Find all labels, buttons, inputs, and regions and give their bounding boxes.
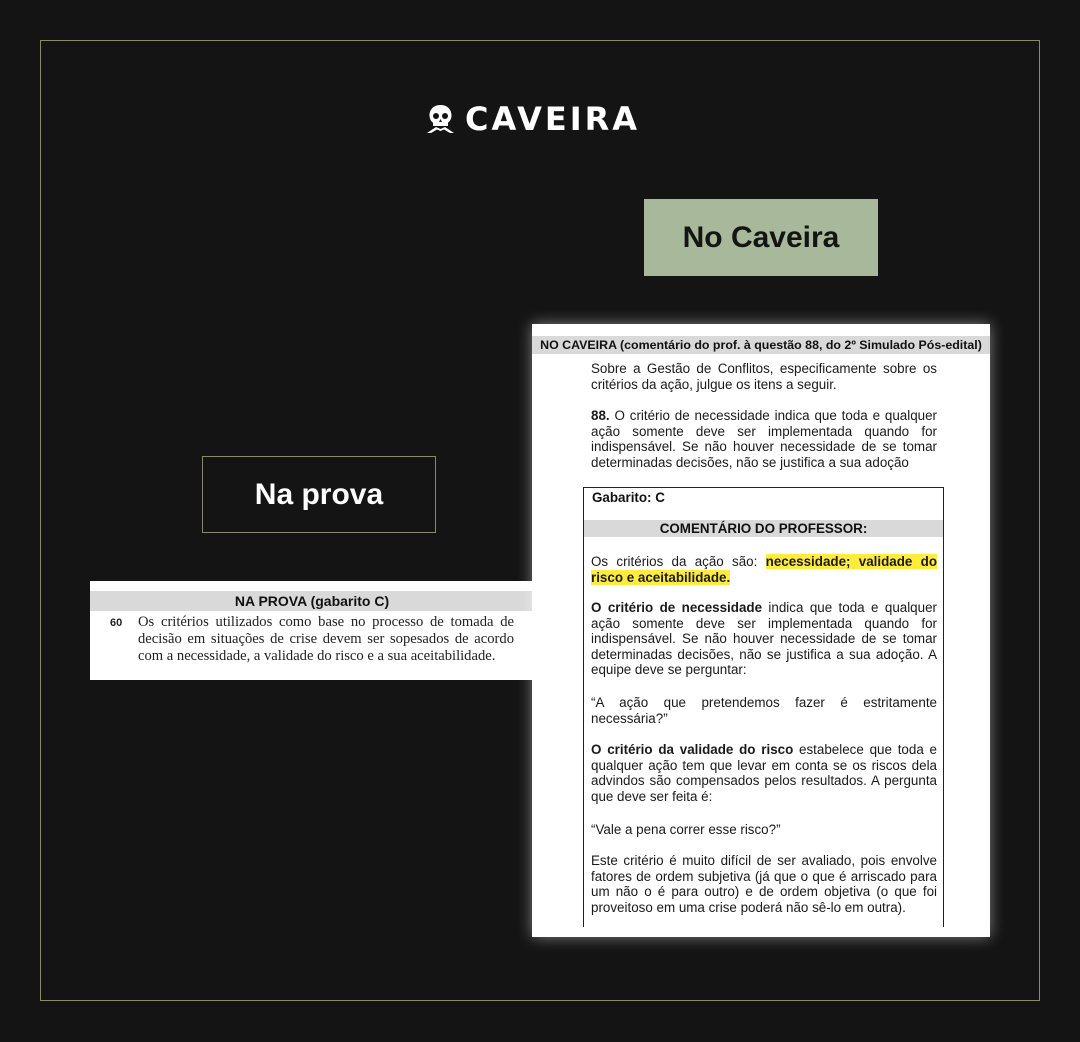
p4-bold: O critério da validade do risco xyxy=(591,742,794,757)
exam-question-text: Os critérios utilizados como base no processo de tomada de decisão em situações de crise devem ser sopesados de acordo com a necessidade, a validade do risco e a sua aceitabilidade. xyxy=(138,614,514,664)
caveira-comment-excerpt xyxy=(532,324,990,937)
exam-header: NA PROVA (gabarito C) xyxy=(90,591,534,611)
exam-question-number: 60 xyxy=(110,617,123,629)
comment-p4 xyxy=(591,742,937,804)
p4-text: estabelece que toda e qualquer ação tem que levar em conta se os riscos dela advindos são compensados pelos resultados. A pergunta que deve ser feita é: xyxy=(591,742,937,804)
brand-logo xyxy=(424,102,640,136)
comment-p3: “A ação que pretendemos fazer é estritamente necessária?” xyxy=(591,695,937,726)
caveira-question xyxy=(591,408,937,470)
no-caveira-label: No Caveira xyxy=(644,199,878,276)
exam-question-excerpt xyxy=(90,581,534,680)
skull-icon xyxy=(424,103,457,135)
logo-text: CAVEIRA xyxy=(465,100,641,138)
comment-p1 xyxy=(591,554,937,585)
caveira-intro: Sobre a Gestão de Conflitos, especificamente sobre os critérios da ação, julgue os itens a seguir. xyxy=(591,361,937,392)
question-number: 88. xyxy=(591,408,610,423)
comment-p5: “Vale a pena correr esse risco?” xyxy=(591,822,781,837)
na-prova-label: Na prova xyxy=(202,456,436,533)
caveira-header: NO CAVEIRA (comentário do prof. à questão 88, do 2º Simulado Pós-edital) xyxy=(532,336,990,354)
comment-p2 xyxy=(591,600,937,678)
p2-bold: O critério de necessidade xyxy=(591,600,763,615)
question-text: O critério de necessidade indica que toda e qualquer ação somente deve ser implementada quando for indispensável. Se não houver necessidade de se tomar determinadas decisões, não se justifica a sua adoção xyxy=(591,408,937,470)
p1-highlight: necessidade; validade do risco e aceitabilidade. xyxy=(591,554,937,585)
comment-header: COMENTÁRIO DO PROFESSOR: xyxy=(584,520,943,537)
comment-p6: Este critério é muito difícil de ser avaliado, pois envolve fatores de ordem subjetiva (já que o que é arriscado para um não o é para outro) e de ordem objetiva (o que foi proveitoso em uma crise poderá não sê-lo em outra). xyxy=(591,853,937,915)
p1-lead: Os critérios da ação são: xyxy=(591,554,766,569)
gabarito: Gabarito: C xyxy=(592,490,665,505)
p2-text: indica que toda e qualquer ação somente deve ser implementada quando for indispensável. Se não houver necessidade de se tomar determinadas decisões, não se justifica a sua adoção. A equipe deve se perguntar: xyxy=(591,600,937,677)
